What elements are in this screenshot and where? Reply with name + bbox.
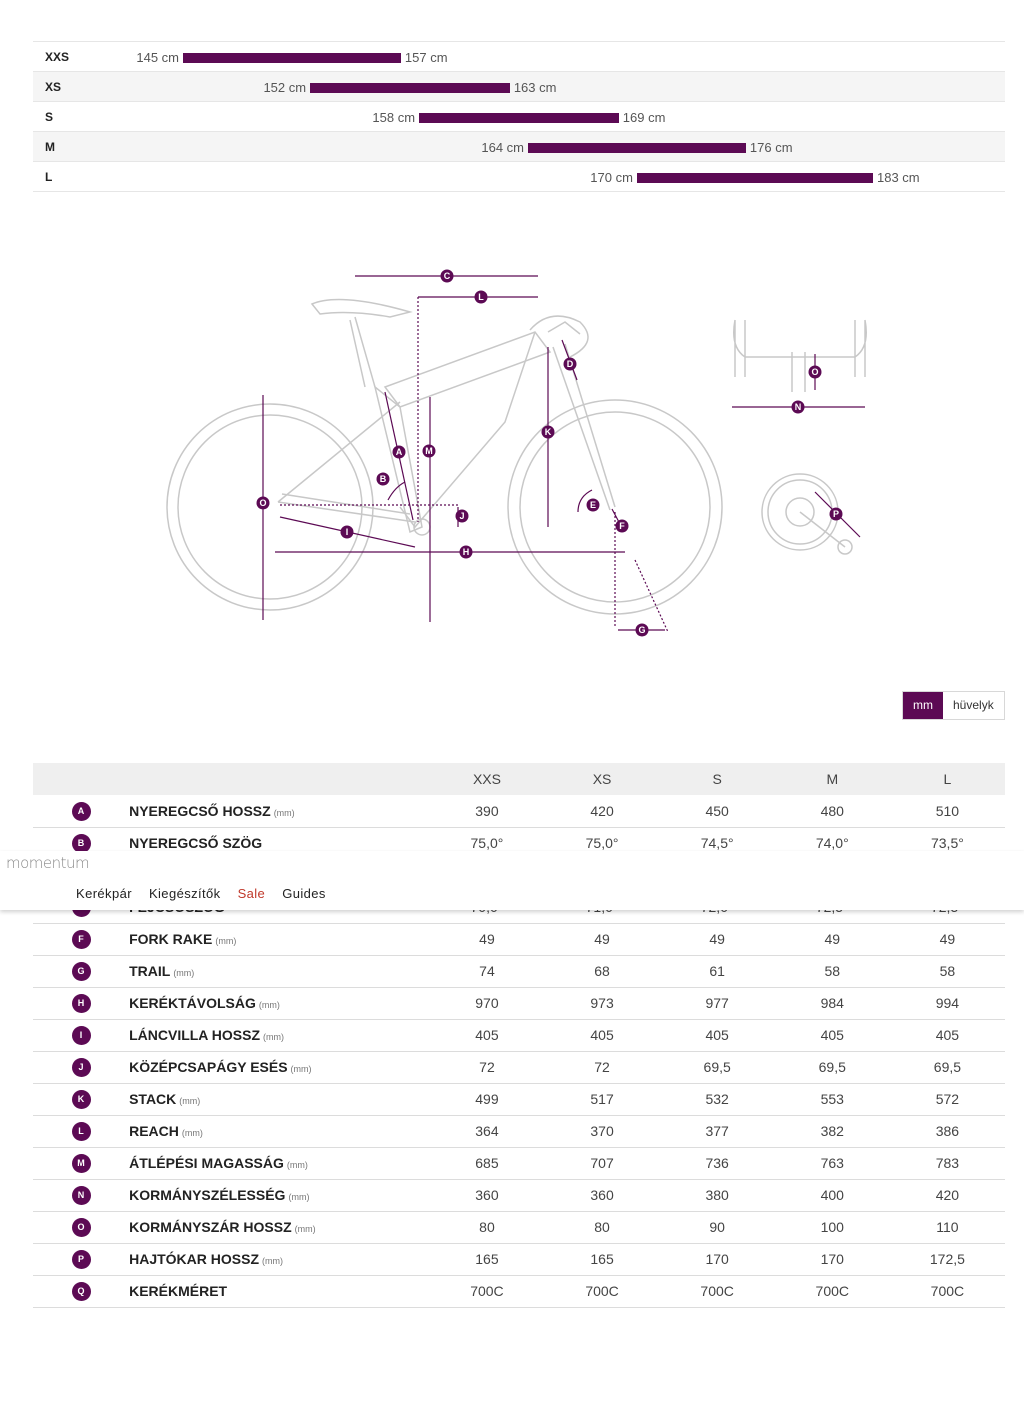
- svg-text:N: N: [794, 402, 802, 412]
- nav-link-sale[interactable]: Sale: [237, 886, 266, 901]
- row-value: 994: [890, 987, 1005, 1019]
- row-value: 110: [890, 1211, 1005, 1243]
- row-value: 49: [545, 923, 660, 955]
- geometry-table: [33, 763, 1005, 1308]
- unit-mm-button[interactable]: mm: [903, 692, 943, 719]
- row-value: 172,5: [890, 1243, 1005, 1275]
- row-value: 58: [775, 955, 890, 987]
- row-value: 405: [890, 1019, 1005, 1051]
- row-value: 360: [545, 1179, 660, 1211]
- row-value: 80: [429, 1211, 544, 1243]
- row-value: 380: [660, 1179, 775, 1211]
- svg-text:B: B: [379, 474, 387, 484]
- row-value: 165: [545, 1243, 660, 1275]
- diagram-badge-l: [475, 291, 488, 304]
- nav-link-accessories[interactable]: Kiegészítők: [148, 886, 221, 901]
- size-range-bar: [183, 53, 401, 63]
- row-value: 49: [775, 923, 890, 955]
- table-row: [33, 1147, 1005, 1179]
- size-range-bar: [419, 113, 619, 123]
- header-size-m: M: [775, 763, 890, 795]
- row-value: 69,5: [660, 1051, 775, 1083]
- size-range-row: [33, 162, 1005, 192]
- diagram-badge-c: [441, 270, 454, 283]
- nav-menu: [76, 886, 326, 901]
- size-range-row: [33, 102, 1005, 132]
- size-range-chart: [33, 41, 1005, 192]
- row-value: 390: [429, 795, 544, 827]
- row-value: 72: [545, 1051, 660, 1083]
- row-name: NYEREGCSŐ SZÖG: [129, 835, 263, 851]
- row-unit: (mm): [258, 1000, 280, 1010]
- row-value: 700C: [429, 1275, 544, 1307]
- diagram-badge-m: [423, 445, 436, 458]
- table-row: [33, 1019, 1005, 1051]
- row-unit: (mm): [290, 1064, 312, 1074]
- table-row: [33, 1115, 1005, 1147]
- row-value: 69,5: [890, 1051, 1005, 1083]
- unit-inch-button[interactable]: hüvelyk: [943, 692, 1004, 719]
- row-badge: I: [72, 1026, 91, 1045]
- diagram-badge-n: [792, 401, 805, 414]
- row-badge: Q: [72, 1282, 91, 1301]
- row-value: 707: [545, 1147, 660, 1179]
- diagram-badge-h: [460, 546, 473, 559]
- svg-text:I: I: [345, 527, 349, 537]
- table-row: [33, 1051, 1005, 1083]
- row-name: KERÉKTÁVOLSÁG: [129, 995, 256, 1011]
- diagram-badge-a: [393, 446, 406, 459]
- row-value: 517: [545, 1083, 660, 1115]
- row-value: 480: [775, 795, 890, 827]
- svg-text:O: O: [259, 498, 267, 508]
- row-value: 49: [890, 923, 1005, 955]
- row-name: STACK: [129, 1091, 177, 1107]
- row-value: 58: [890, 955, 1005, 987]
- row-value: 499: [429, 1083, 544, 1115]
- bike-diagram-svg: [160, 262, 880, 647]
- row-badge: G: [72, 962, 91, 981]
- size-min-height: 145 cm: [136, 50, 179, 65]
- nav-link-guides[interactable]: Guides: [282, 886, 326, 901]
- size-label: XS: [45, 80, 62, 94]
- row-value: 984: [775, 987, 890, 1019]
- table-row: [33, 987, 1005, 1019]
- header-size-l: L: [890, 763, 1005, 795]
- size-min-height: 170 cm: [590, 170, 633, 185]
- row-badge: M: [72, 1154, 91, 1173]
- diagram-badge-b: [377, 473, 390, 486]
- diagram-badge-j: [456, 510, 469, 523]
- row-value: 69,5: [775, 1051, 890, 1083]
- row-value: 532: [660, 1083, 775, 1115]
- diagram-badge-k: [542, 426, 555, 439]
- size-range-row: [33, 72, 1005, 102]
- row-value: 170: [660, 1243, 775, 1275]
- row-badge: B: [72, 834, 91, 853]
- size-min-height: 158 cm: [372, 110, 416, 125]
- diagram-badge-d: [564, 358, 577, 371]
- svg-text:F: F: [619, 521, 625, 531]
- row-value: 405: [545, 1019, 660, 1051]
- diagram-badge-f: [616, 520, 629, 533]
- row-unit: (mm): [273, 807, 295, 818]
- row-name: LÁNCVILLA HOSSZ: [129, 1027, 261, 1043]
- row-value: 700C: [660, 1275, 775, 1307]
- row-value: 970: [429, 987, 544, 1019]
- row-value: 74,5°: [660, 827, 775, 859]
- table-row: [33, 955, 1005, 987]
- size-min-height: 164 cm: [481, 140, 524, 155]
- row-value: 977: [660, 987, 775, 1019]
- row-unit: (mm): [179, 1096, 201, 1106]
- size-max-height: 163 cm: [513, 80, 557, 95]
- svg-text:G: G: [638, 625, 646, 635]
- row-name: NYEREGCSŐ HOSSZ: [129, 802, 271, 819]
- table-row: [33, 795, 1005, 827]
- brand-logo[interactable]: momentum: [6, 854, 90, 872]
- size-label: L: [45, 170, 53, 184]
- diagram-badge-g: [636, 624, 649, 637]
- row-unit: (mm): [286, 1160, 308, 1170]
- row-badge: J: [72, 1058, 91, 1077]
- header-size-xxs: XXS: [429, 763, 544, 795]
- svg-text:D: D: [566, 359, 574, 369]
- row-name: FORK RAKE: [129, 931, 213, 947]
- size-max-height: 157 cm: [404, 50, 448, 65]
- row-value: 572: [890, 1083, 1005, 1115]
- table-row: [33, 1179, 1005, 1211]
- row-value: 49: [429, 923, 544, 955]
- size-label: XXS: [45, 50, 70, 64]
- row-value: 405: [429, 1019, 544, 1051]
- header-size-s: S: [660, 763, 775, 795]
- row-value: 73,5°: [890, 827, 1005, 859]
- row-value: 420: [545, 795, 660, 827]
- row-value: 420: [890, 1179, 1005, 1211]
- row-value: 72: [429, 1051, 544, 1083]
- svg-text:K: K: [544, 427, 552, 437]
- row-value: 68: [545, 955, 660, 987]
- header-size-xs: XS: [545, 763, 660, 795]
- table-row: [33, 923, 1005, 955]
- table-row: [33, 1275, 1005, 1307]
- svg-text:H: H: [462, 547, 470, 557]
- size-range-bar: [528, 143, 746, 153]
- row-badge: A: [72, 802, 91, 821]
- table-header-row: [33, 763, 1005, 795]
- row-value: 700C: [545, 1275, 660, 1307]
- row-value: 170: [775, 1243, 890, 1275]
- row-badge: N: [72, 1186, 91, 1205]
- svg-text:M: M: [425, 446, 433, 456]
- svg-text:J: J: [459, 511, 465, 521]
- row-value: 783: [890, 1147, 1005, 1179]
- svg-text:E: E: [589, 500, 597, 510]
- sticky-nav-bar: [0, 851, 1024, 910]
- row-value: 370: [545, 1115, 660, 1147]
- row-value: 736: [660, 1147, 775, 1179]
- size-range-row: [33, 132, 1005, 162]
- size-max-height: 169 cm: [622, 110, 666, 125]
- row-value: 75,0°: [429, 827, 544, 859]
- row-value: 382: [775, 1115, 890, 1147]
- row-value: 74: [429, 955, 544, 987]
- diagram-badge-e: [587, 499, 600, 512]
- row-value: 763: [775, 1147, 890, 1179]
- table-row: [33, 1083, 1005, 1115]
- row-value: 510: [890, 795, 1005, 827]
- diagram-badge-i: [341, 526, 354, 539]
- row-value: 973: [545, 987, 660, 1019]
- row-badge: H: [72, 994, 91, 1013]
- size-label: S: [45, 110, 54, 124]
- diagram-badge-o-stem: [809, 366, 822, 379]
- row-unit: (mm): [173, 968, 195, 978]
- size-max-height: 176 cm: [749, 140, 793, 155]
- row-name: KERÉKMÉRET: [129, 1283, 228, 1299]
- row-value: 700C: [775, 1275, 890, 1307]
- rear-wheel: [167, 404, 373, 610]
- row-value: 360: [429, 1179, 544, 1211]
- row-unit: (mm): [294, 1224, 316, 1234]
- row-unit: (mm): [288, 1192, 310, 1202]
- row-value: 74,0°: [775, 827, 890, 859]
- row-value: 400: [775, 1179, 890, 1211]
- diagram-badge-o: [257, 497, 270, 510]
- row-value: 80: [545, 1211, 660, 1243]
- row-value: 100: [775, 1211, 890, 1243]
- row-unit: (mm): [181, 1128, 203, 1138]
- row-value: 553: [775, 1083, 890, 1115]
- row-value: 165: [429, 1243, 544, 1275]
- row-value: 405: [660, 1019, 775, 1051]
- row-name: KÖZÉPCSAPÁGY ESÉS: [129, 1059, 288, 1075]
- row-value: 377: [660, 1115, 775, 1147]
- row-unit: (mm): [263, 1032, 285, 1042]
- row-badge: K: [72, 1090, 91, 1109]
- row-name: KORMÁNYSZÁR HOSSZ: [129, 1219, 292, 1235]
- row-badge: L: [72, 1122, 91, 1141]
- row-value: 90: [660, 1211, 775, 1243]
- row-unit: (mm): [215, 936, 237, 946]
- row-name: ÁTLÉPÉSI MAGASSÁG: [129, 1155, 284, 1171]
- svg-text:P: P: [832, 509, 840, 519]
- row-value: 386: [890, 1115, 1005, 1147]
- size-range-bar: [310, 83, 510, 93]
- row-name: HAJTÓKAR HOSSZ: [129, 1251, 259, 1267]
- size-min-height: 152 cm: [263, 80, 307, 95]
- nav-link-bikes[interactable]: Kerékpár: [76, 886, 132, 901]
- row-value: 405: [775, 1019, 890, 1051]
- row-value: 49: [660, 923, 775, 955]
- table-row: [33, 1211, 1005, 1243]
- row-name: REACH: [129, 1123, 179, 1139]
- svg-text:O: O: [811, 367, 819, 377]
- svg-text:A: A: [395, 447, 403, 457]
- row-name: KORMÁNYSZÉLESSÉG: [129, 1187, 286, 1203]
- row-value: 700C: [890, 1275, 1005, 1307]
- row-value: 685: [429, 1147, 544, 1179]
- diagram-badge-p: [830, 508, 843, 521]
- measure-b: [388, 482, 405, 500]
- row-name: TRAIL: [129, 963, 171, 979]
- unit-toggle: [902, 691, 1005, 720]
- row-badge: O: [72, 1218, 91, 1237]
- svg-text:C: C: [443, 271, 451, 281]
- svg-text:L: L: [478, 292, 484, 302]
- size-range-bar: [637, 173, 873, 183]
- bike-geometry-diagram: [160, 262, 880, 647]
- size-max-height: 183 cm: [877, 170, 920, 185]
- row-unit: (mm): [262, 1256, 283, 1266]
- row-value: 364: [429, 1115, 544, 1147]
- table-row: [33, 1243, 1005, 1275]
- size-range-row: [33, 42, 1005, 72]
- row-badge: P: [72, 1250, 91, 1269]
- row-value: 450: [660, 795, 775, 827]
- row-value: 75,0°: [545, 827, 660, 859]
- row-value: 61: [660, 955, 775, 987]
- size-label: M: [45, 140, 55, 154]
- row-badge: F: [72, 930, 91, 949]
